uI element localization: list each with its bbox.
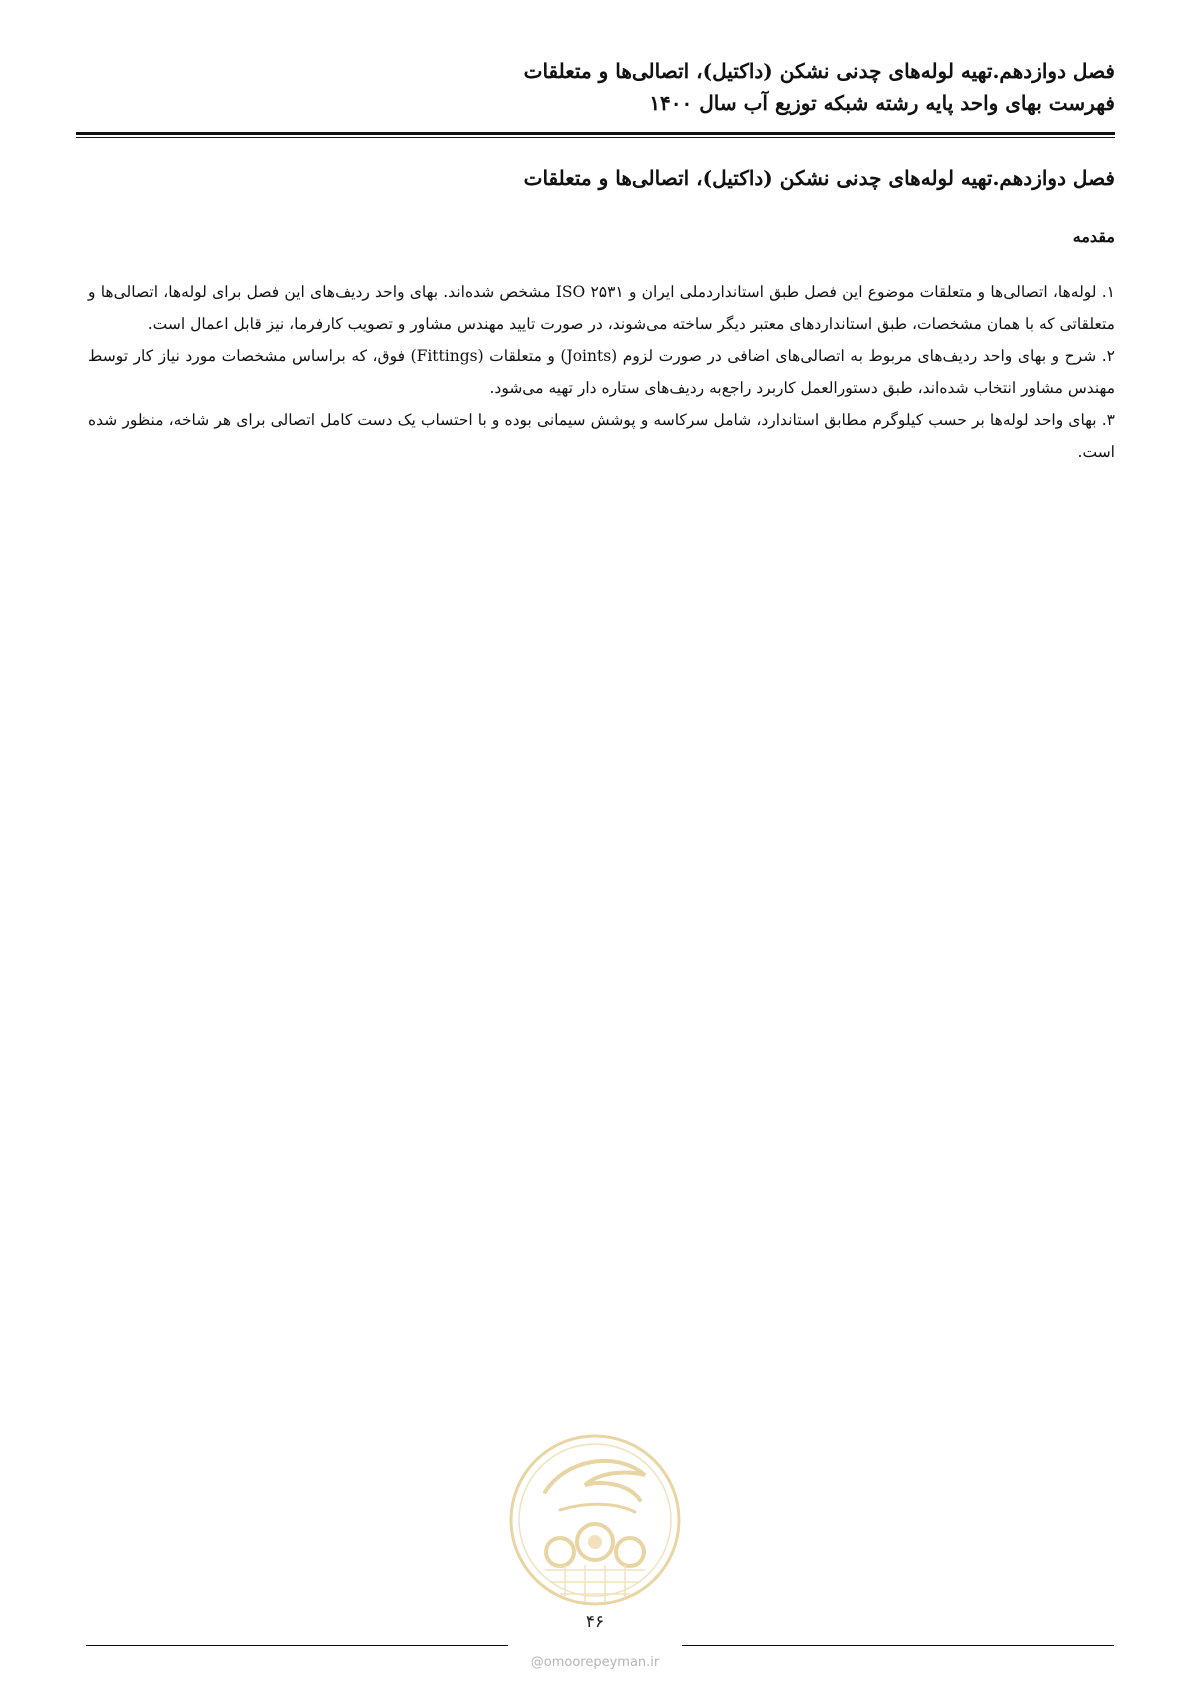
- intro-paragraphs: [88, 276, 1115, 468]
- main-content: [88, 162, 1115, 468]
- footer-divider-right: [682, 1645, 1114, 1646]
- header-divider: [76, 132, 1115, 138]
- intro-heading: مقدمه: [1072, 227, 1115, 246]
- paragraph-2: ۲. شرح و بهای واحد ردیف‌های مربوط به اتصالی‌های اضافی در صورت لزوم (Joints) و متعلقات (Fittings) فوق، که براساس مشخصات مورد نیاز کار توسط مهندس مشاور انتخاب شده‌اند، طبق دستورالعمل کاربرد راجع‌به ردیف‌های ستاره دار تهیه می‌شود.: [88, 347, 1115, 397]
- page-header: [76, 55, 1115, 119]
- watermark-seal-logo: [505, 1430, 685, 1610]
- chapter-title: فصل دوازدهم.تهیه لوله‌های چدنی نشکن (داکتیل)، اتصالی‌ها و متعلقات: [523, 166, 1115, 190]
- footer-website: @omoorepeyman.ir: [530, 1655, 660, 1670]
- paragraph-1: ۱. لوله‌ها، اتصالی‌ها و متعلقات موضوع این فصل طبق استانداردملی ایران و ISO ۲۵۳۱ مشخص شده‌اند. بهای واحد ردیف‌های این فصل برای لوله‌ها، اتصالی‌ها و متعلقاتی که با همان مشخصات، طبق استانداردهای معتبر دیگر ساخته می‌شوند، در صورت تایید مهندس مشاور و تصویب کارفرما، نیز قابل اعمال است.: [88, 283, 1115, 333]
- header-document-title: فهرست بهای واحد پایه رشته شبکه توزیع آب سال ۱۴۰۰: [649, 91, 1115, 115]
- paragraph-3: ۳. بهای واحد لوله‌ها بر حسب کیلوگرم مطابق استاندارد، شامل سرکاسه و پوشش سیمانی بوده و با احتساب یک دست کامل اتصالی برای هر شاخه، منظور شده است.: [88, 411, 1115, 461]
- header-chapter-title: فصل دوازدهم.تهیه لوله‌های چدنی نشکن (داکتیل)، اتصالی‌ها و متعلقات: [523, 59, 1115, 83]
- page-number: ۴۶: [585, 1612, 605, 1632]
- footer-divider-left: [86, 1645, 508, 1646]
- seal-logo-icon: [505, 1430, 685, 1610]
